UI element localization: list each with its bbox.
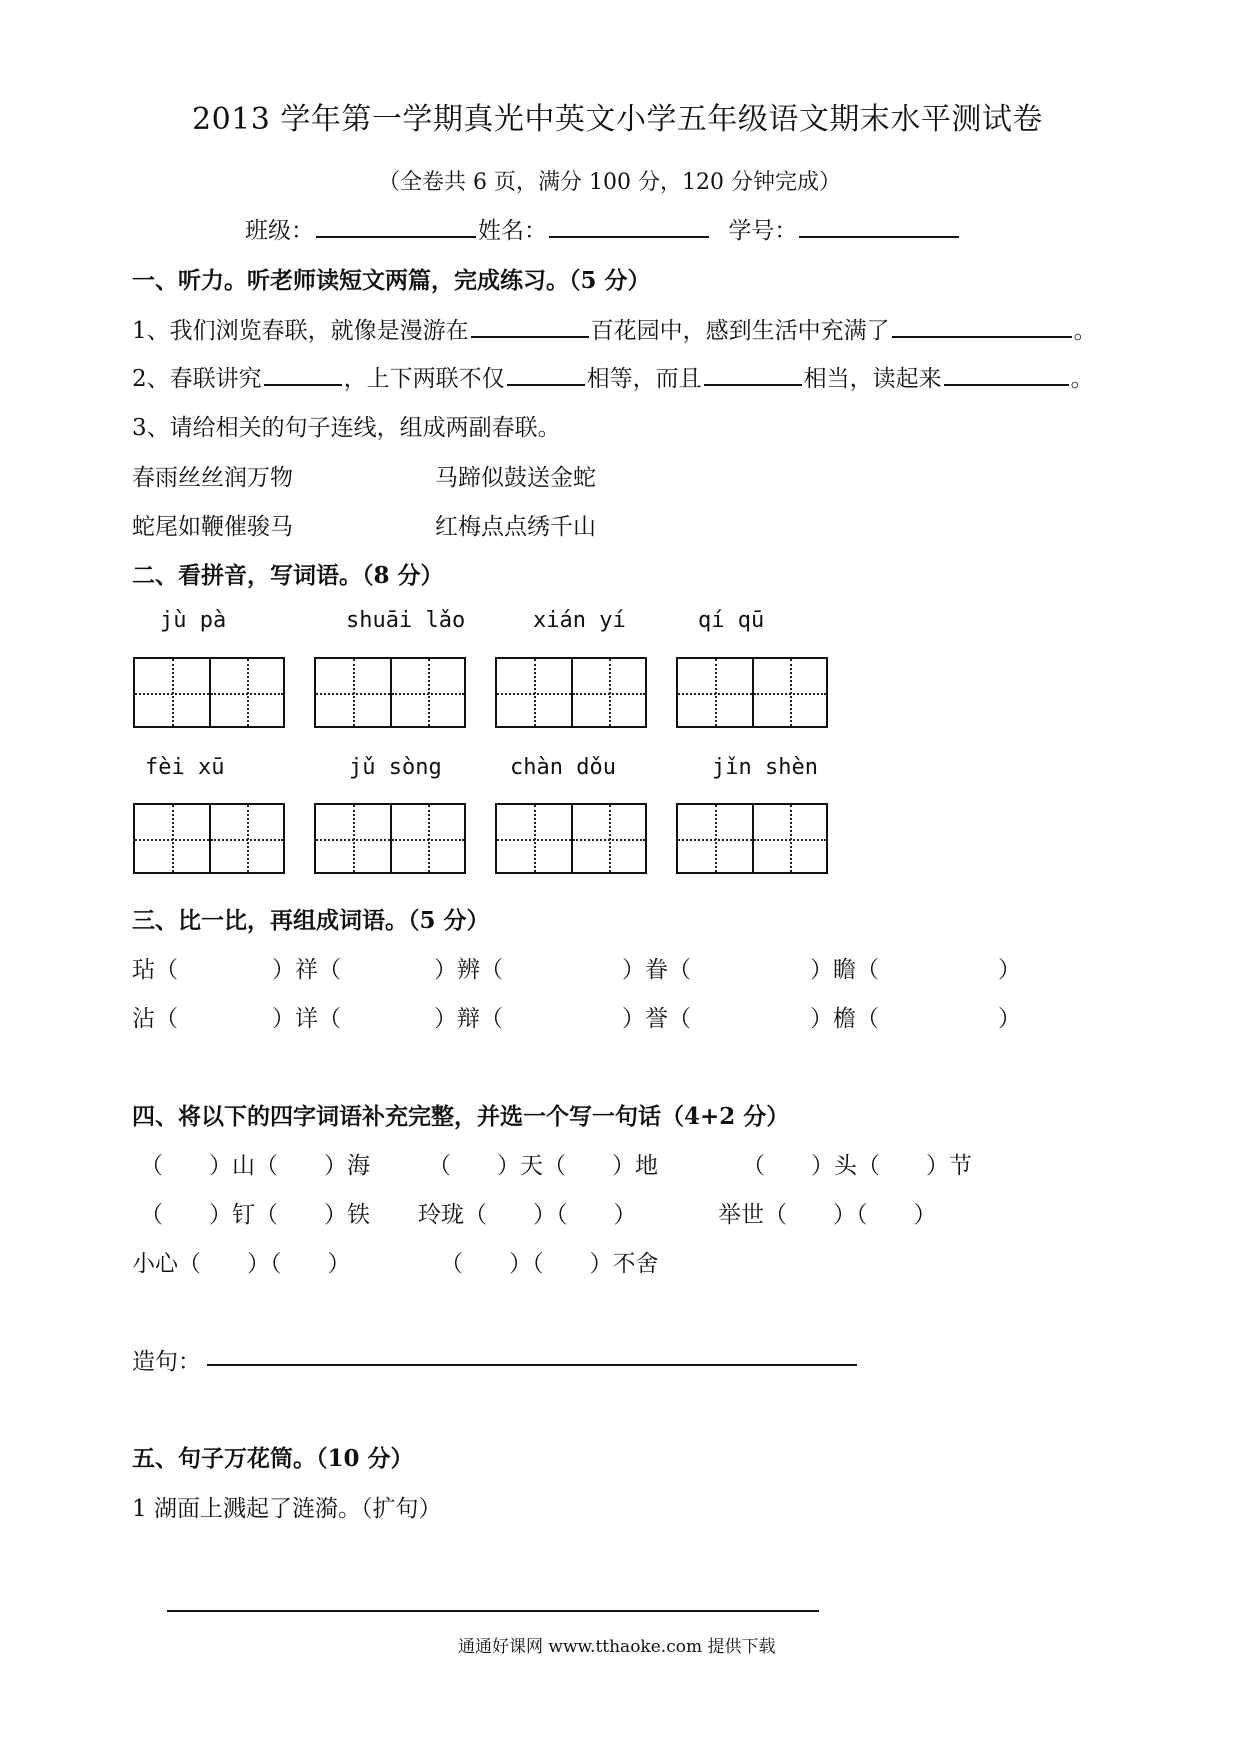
writing-grid[interactable] <box>676 803 828 874</box>
pinyin-4: qí qū <box>698 608 765 633</box>
section-5-heading: 五、句子万花筒。（10 分） <box>132 1445 414 1472</box>
section-2-heading: 二、看拼音，写词语。（8 分） <box>132 562 444 589</box>
s1-q2-blank-3[interactable] <box>704 362 802 386</box>
grid-cell[interactable] <box>316 805 390 872</box>
couplet-right-1[interactable]: 马蹄似鼓送金蛇 <box>435 465 596 491</box>
footer-rule <box>167 1610 819 1612</box>
compare-row-2-item[interactable]: 沾（ <box>132 1006 178 1032</box>
page-subtitle: （全卷共 6 页，满分 100 分，120 分钟完成） <box>378 170 841 195</box>
compare-row-2-item[interactable]: ）详（ <box>272 1006 341 1032</box>
writing-grid[interactable] <box>314 657 466 728</box>
grid-cell[interactable] <box>571 659 645 726</box>
grid-cell[interactable] <box>678 805 752 872</box>
grid-cell[interactable] <box>209 805 283 872</box>
name-field[interactable] <box>549 214 709 238</box>
compare-row-2-item[interactable]: ）辩（ <box>434 1006 503 1032</box>
idiom-item[interactable]: （ ）（ ）不舍 <box>440 1251 659 1277</box>
compare-row-1-item[interactable]: ）祥（ <box>272 957 341 983</box>
section-1-heading: 一、听力。听老师读短文两篇，完成练习。（5 分） <box>132 267 651 294</box>
section-3-heading: 三、比一比，再组成词语。（5 分） <box>132 907 490 934</box>
pinyin-6: jǔ sòng <box>349 755 442 780</box>
grid-cell[interactable] <box>135 659 209 726</box>
couplet-left-2[interactable]: 蛇尾如鞭催骏马 <box>132 514 293 540</box>
name-label: 姓名： <box>478 218 547 244</box>
writing-grid[interactable] <box>495 803 647 874</box>
sentence-answer-line[interactable] <box>207 1364 857 1366</box>
s1-question-2 <box>132 360 1094 393</box>
idiom-item[interactable]: （ ）天（ ）地 <box>428 1153 658 1179</box>
s1-q2-blank-4[interactable] <box>944 362 1069 386</box>
writing-grid[interactable] <box>133 803 285 874</box>
section-4-heading: 四、将以下的四字词语补充完整，并选一个写一句话（4+2 分） <box>132 1103 790 1130</box>
s1-question-3: 3、请给相关的句子连线，组成两副春联。 <box>132 415 561 441</box>
student-info <box>245 212 961 245</box>
grid-cell[interactable] <box>390 805 464 872</box>
grid-cell[interactable] <box>497 659 571 726</box>
writing-grid[interactable] <box>314 803 466 874</box>
grid-cell[interactable] <box>497 805 571 872</box>
writing-grid[interactable] <box>495 657 647 728</box>
idiom-item[interactable]: 小心（ ）（ ） <box>132 1251 351 1277</box>
pinyin-8: jǐn shèn <box>712 755 818 780</box>
idiom-item[interactable]: （ ）钉（ ）铁 <box>140 1202 370 1228</box>
s1-q2-blank-2[interactable] <box>507 362 585 386</box>
s1-q2-blank-1[interactable] <box>264 362 342 386</box>
grid-cell[interactable] <box>390 659 464 726</box>
pinyin-2: shuāi lǎo <box>346 608 466 633</box>
s5-question-1: 1 湖面上溅起了涟漪。（扩句） <box>132 1496 442 1522</box>
class-label: 班级： <box>245 218 314 244</box>
couplet-right-2[interactable]: 红梅点点绣千山 <box>435 514 596 540</box>
idiom-item[interactable]: 举世（ ）（ ） <box>718 1202 937 1228</box>
s1-q2-end: 。 <box>1070 366 1094 392</box>
s1-q1-text-b: 百花园中，感到生活中充满了 <box>590 318 890 344</box>
grid-cell[interactable] <box>209 659 283 726</box>
compare-row-1-item[interactable]: 玷（ <box>132 957 178 983</box>
s1-q1-text-a: 1、我们浏览春联，就像是漫游在 <box>132 318 469 344</box>
grid-cell[interactable] <box>571 805 645 872</box>
compare-row-2-item: ） <box>998 1006 1021 1032</box>
id-label: 学号： <box>728 218 798 244</box>
s1-q2-text-b: ，上下两联不仅 <box>343 366 505 392</box>
class-field[interactable] <box>316 214 476 238</box>
compare-row-1-item[interactable]: ）瞻（ <box>810 957 879 983</box>
grid-cell[interactable] <box>678 659 752 726</box>
couplet-left-1[interactable]: 春雨丝丝润万物 <box>132 465 293 491</box>
grid-cell[interactable] <box>752 659 826 726</box>
grid-cell[interactable] <box>752 805 826 872</box>
writing-grid[interactable] <box>676 657 828 728</box>
grid-cell[interactable] <box>135 805 209 872</box>
s1-question-1 <box>132 312 1097 345</box>
s1-q1-end: 。 <box>1073 318 1097 344</box>
footer-text: 通通好课网 www.tthaoke.com 提供下载 <box>458 1637 776 1657</box>
pinyin-7: chàn dǒu <box>510 755 616 780</box>
page-title: 2013 学年第一学期真光中英文小学五年级语文期末水平测试卷 <box>192 102 1043 137</box>
idiom-item[interactable]: 玲珑（ ）（ ） <box>418 1202 637 1228</box>
compare-row-1-item[interactable]: ）眷（ <box>622 957 691 983</box>
pinyin-1: jù pà <box>160 608 227 633</box>
compare-row-2-item[interactable]: ）檐（ <box>810 1006 879 1032</box>
compare-row-2-item[interactable]: ）誉（ <box>622 1006 691 1032</box>
compare-row-1-item[interactable]: ）辨（ <box>434 957 503 983</box>
compare-row-1-item: ） <box>998 957 1021 983</box>
s1-q1-blank-1[interactable] <box>471 314 589 338</box>
idiom-item[interactable]: （ ）山（ ）海 <box>140 1153 370 1179</box>
s1-q1-blank-2[interactable] <box>892 314 1072 338</box>
id-field[interactable] <box>799 214 959 238</box>
idiom-item[interactable]: （ ）头（ ）节 <box>742 1153 972 1179</box>
sentence-label: 造句： <box>132 1349 201 1375</box>
pinyin-3: xián yí <box>533 608 626 633</box>
grid-cell[interactable] <box>316 659 390 726</box>
s1-q2-text-a: 2、春联讲究 <box>132 366 262 392</box>
s1-q2-text-d: 相当，读起来 <box>803 366 942 392</box>
s1-q2-text-c: 相等，而且 <box>586 366 702 392</box>
writing-grid[interactable] <box>133 657 285 728</box>
pinyin-5: fèi xū <box>145 755 225 780</box>
